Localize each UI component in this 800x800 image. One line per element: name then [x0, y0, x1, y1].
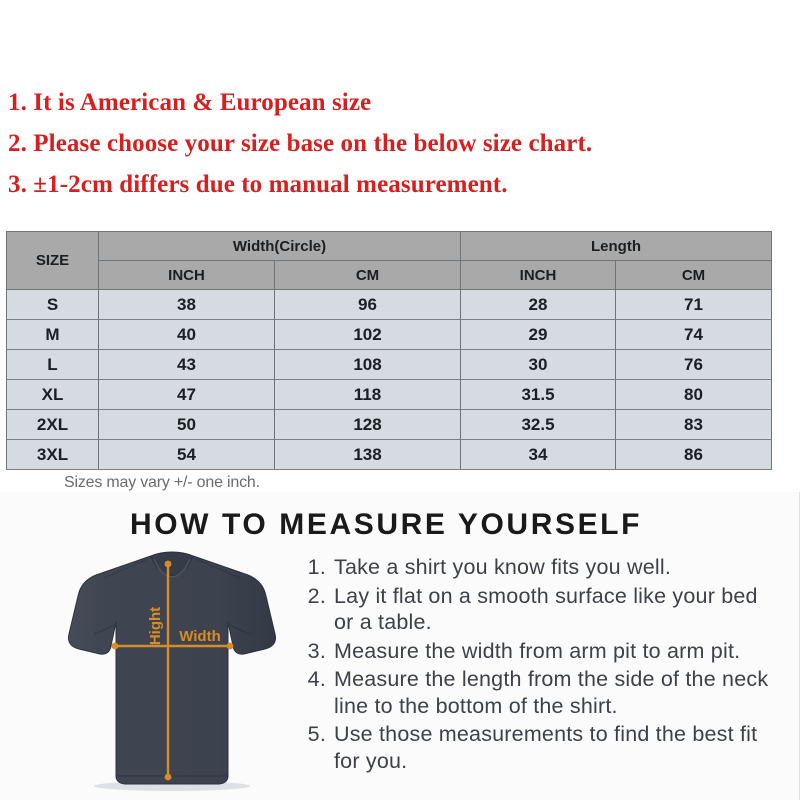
cell-width-cm: 108: [275, 350, 461, 380]
measure-step: [300, 583, 770, 636]
width-guide-endpoint-left: [112, 643, 119, 650]
tshirt-diagram: [52, 548, 292, 792]
table-row: [7, 350, 772, 380]
table-header-row-groups: [7, 232, 772, 261]
header-width-group: Width(Circle): [99, 232, 461, 261]
header-length-inch: INCH: [461, 261, 616, 290]
measure-step: [300, 721, 770, 774]
shirt-body-shape: [68, 554, 275, 784]
cell-width-inch: 40: [99, 320, 275, 350]
measure-step-text: Lay it flat on a smooth surface like your bed or a table.: [334, 583, 758, 634]
how-to-measure-title: HOW TO MEASURE YOURSELF: [129, 508, 643, 541]
table-row: [7, 290, 772, 320]
measure-steps-list: [300, 554, 770, 776]
table-body: [7, 290, 772, 470]
how-to-measure-panel: [0, 492, 800, 800]
header-length-cm: CM: [616, 261, 772, 290]
measure-step-number: 5.: [307, 722, 326, 746]
notice-line-2: 2. Please choose your size base on the below size chart.: [8, 130, 593, 157]
cell-length-inch: 34: [461, 440, 616, 470]
measure-step: [300, 666, 770, 719]
cell-length-inch: 30: [461, 350, 616, 380]
height-label: Hight: [147, 606, 164, 646]
cell-length-cm: 76: [616, 350, 772, 380]
notice-block: [8, 82, 792, 205]
notice-line-1: 1. It is American & European size: [8, 89, 372, 116]
table-row: [7, 380, 772, 410]
cell-length-cm: 80: [616, 380, 772, 410]
header-size: SIZE: [7, 232, 99, 290]
header-width-inch: INCH: [99, 261, 275, 290]
size-chart-table-container: [6, 231, 771, 470]
measure-step-text: Take a shirt you know fits you well.: [334, 555, 672, 579]
cell-length-inch: 32.5: [461, 410, 616, 440]
measure-step-number: 4.: [307, 667, 326, 691]
cell-size: S: [7, 290, 99, 320]
width-label: Width: [179, 628, 221, 645]
measure-step: [300, 638, 770, 665]
height-guide-endpoint-top: [165, 561, 172, 568]
cell-size: 2XL: [7, 410, 99, 440]
cell-width-inch: 50: [99, 410, 275, 440]
header-width-cm: CM: [275, 261, 461, 290]
cell-length-cm: 71: [616, 290, 772, 320]
cell-width-inch: 43: [99, 350, 275, 380]
size-variance-note: Sizes may vary +/- one inch.: [64, 474, 260, 491]
cell-width-cm: 128: [275, 410, 461, 440]
measure-step-text: Measure the length from the side of the neck line to the bottom of the shirt.: [334, 667, 769, 718]
measure-step-text: Use those measurements to find the best fit for you.: [334, 722, 758, 773]
measure-step-number: 2.: [307, 583, 326, 608]
measure-step-text: Measure the width from arm pit to arm pit.: [334, 638, 741, 663]
table-header-row-units: [7, 261, 772, 290]
width-guide-endpoint-right: [227, 643, 234, 650]
cell-length-cm: 74: [616, 320, 772, 350]
table-row: [7, 410, 772, 440]
size-chart-table: [6, 231, 772, 470]
cell-width-cm: 96: [275, 290, 461, 320]
table-row: [7, 440, 772, 470]
cell-size: 3XL: [7, 440, 99, 470]
header-length-group: Length: [461, 232, 772, 261]
cell-size: XL: [7, 380, 99, 410]
cell-width-cm: 102: [275, 320, 461, 350]
measure-step: [300, 554, 770, 581]
cell-width-inch: 38: [99, 290, 275, 320]
measure-step-number: 3.: [307, 638, 326, 663]
cell-width-inch: 47: [99, 380, 275, 410]
cell-width-cm: 138: [275, 440, 461, 470]
table-row: [7, 320, 772, 350]
cell-size: L: [7, 350, 99, 380]
cell-length-inch: 29: [461, 320, 616, 350]
cell-length-inch: 28: [461, 290, 616, 320]
notice-line-3: 3. ±1-2cm differs due to manual measurement.: [8, 171, 508, 198]
cell-length-cm: 86: [616, 440, 772, 470]
cell-length-inch: 31.5: [461, 380, 616, 410]
table-header: [7, 232, 772, 290]
cell-width-inch: 54: [99, 440, 275, 470]
measure-step-number: 1.: [307, 555, 326, 579]
cell-width-cm: 118: [275, 380, 461, 410]
cell-length-cm: 83: [616, 410, 772, 440]
cell-size: M: [7, 320, 99, 350]
height-guide-endpoint-bottom: [165, 774, 172, 781]
